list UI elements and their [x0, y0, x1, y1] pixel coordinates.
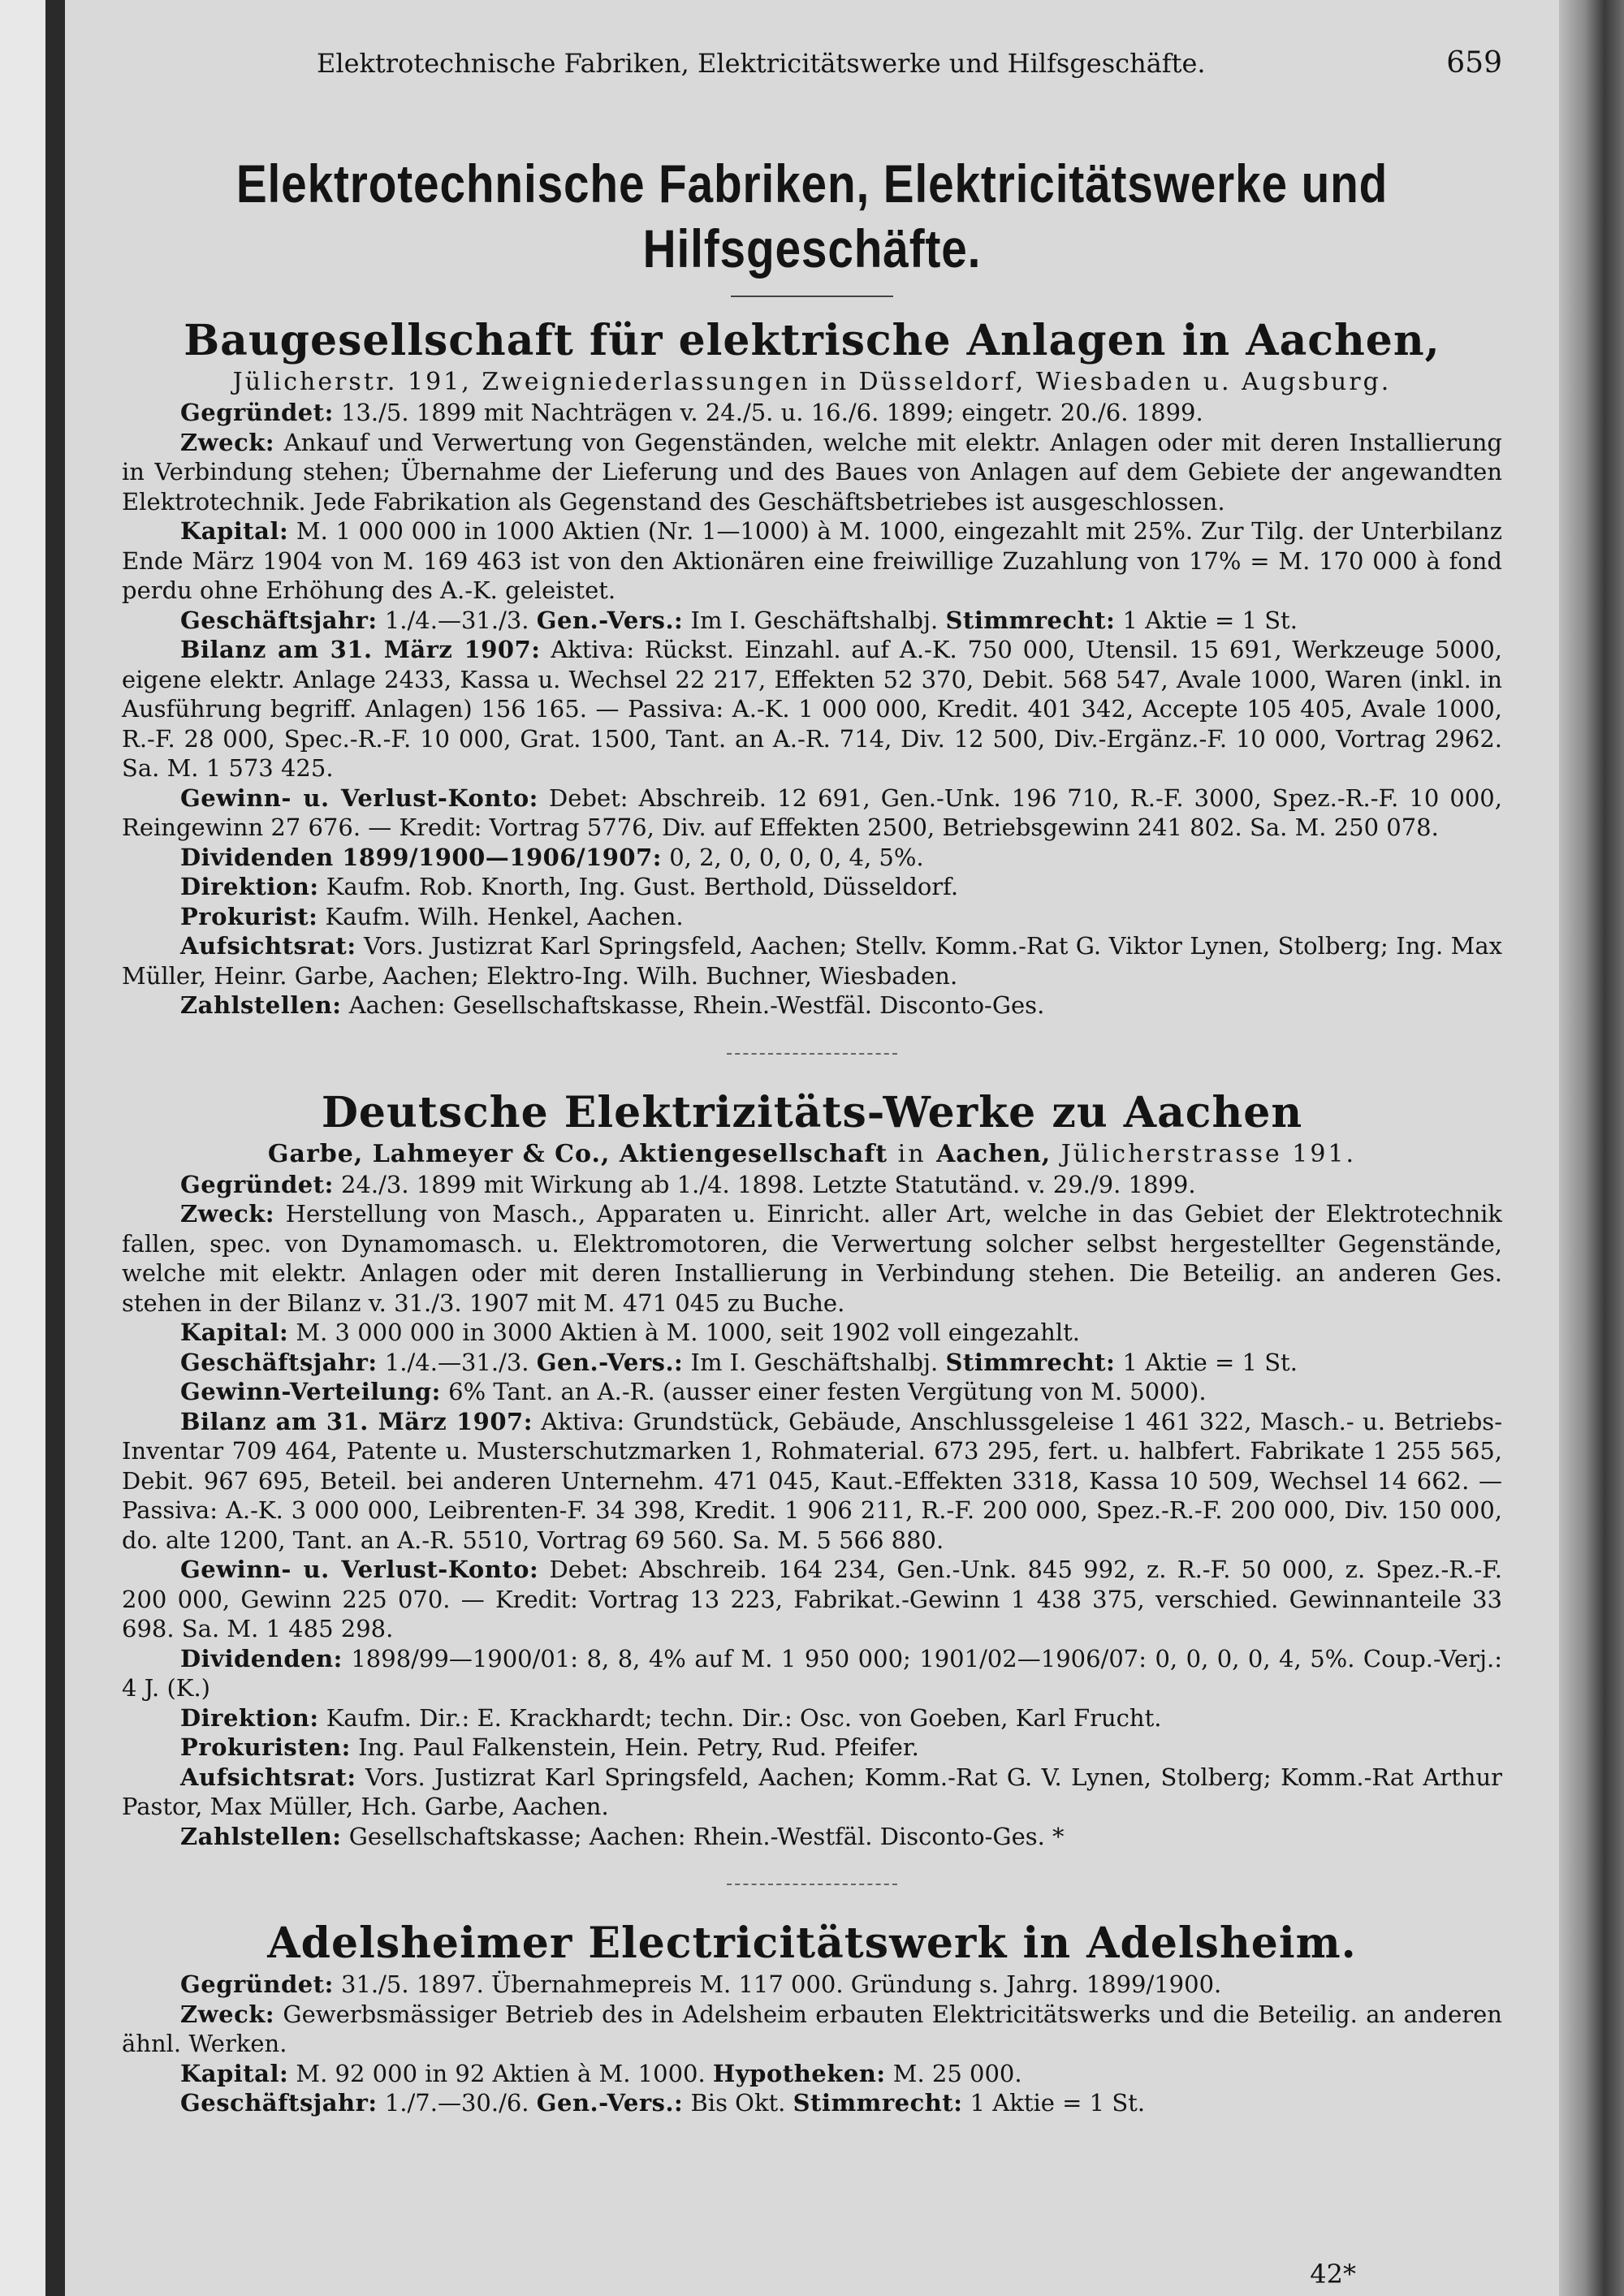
divider [731, 296, 893, 297]
entry-field: Gegründet: 13./5. 1899 mit Nachträgen v. 24./5. u. 16./6. 1899; eingetr. 20./6. 1899. [180, 399, 1203, 426]
entry-field: Gegründet: 31./5. 1897. Übernahmepreis M. 117 000. Gründung s. Jahrg. 1899/1900. [180, 1970, 1222, 1998]
scan-left-margin [0, 0, 45, 2296]
signature-mark: 42* [1310, 2259, 1356, 2290]
entry-field: Zahlstellen: Aachen: Gesellschaftskasse, Rhein.-Westfäl. Disconto-Ges. [180, 991, 1045, 1019]
entry-field: Geschäftsjahr: 1./4.—31./3. Gen.-Vers.: Im I. Geschäftshalbj. Stimmrecht: 1 Aktie = 1 St. [180, 606, 1298, 634]
scan-right-edge [1559, 0, 1624, 2296]
entry-field: Prokuristen: Ing. Paul Falkenstein, Hein. Petry, Rud. Pfeifer. [180, 1733, 919, 1761]
entry-field: Gewinn- u. Verlust-Konto: Debet: Abschreib. 164 234, Gen.-Unk. 845 992, z. R.-F. 50 000, z. Spez.-R.-F. 200 000, Gewinn 225 070. — Kredit: Vortrag 13 223, Fabrikat.-Gewinn 1 438 375, verschied. Gewinnanteile 33 698. Sa. M. 1 485 298. [122, 1556, 1502, 1642]
company-entry [122, 1918, 1502, 2118]
entry-field: Gegründet: 24./3. 1899 mit Wirkung ab 1./4. 1898. Letzte Statutänd. v. 29./9. 1899. [180, 1170, 1196, 1198]
entry-field: Zweck: Herstellung von Masch., Apparaten u. Einricht. aller Art, welche in das Gebiet der Elektrotechnik fallen, spec. von Dynamomasch. u. Elektromotoren, die Verwertung solcher selbst hergestellter Gegenstände, welche mit elektr. Anlagen oder mit deren Installierung in Verbindung stehen. Die Beteilig. an anderen Ges. stehen in der Bilanz v. 31./3. 1907 mit M. 471 045 zu Buche. [122, 1200, 1502, 1317]
entry-field: Geschäftsjahr: 1./4.—31./3. Gen.-Vers.: Im I. Geschäftshalbj. Stimmrecht: 1 Aktie = 1 St. [180, 1348, 1298, 1376]
company-name: Deutsche Elektrizitäts-Werke zu Aachen [321, 1087, 1303, 1137]
entry-field: Gewinn-Verteilung: 6% Tant. an A.-R. (ausser einer festen Vergütung von M. 5000). [180, 1378, 1207, 1405]
entry-field: Bilanz am 31. März 1907: Aktiva: Rückst. Einzahl. auf A.-K. 750 000, Utensil. 15 691, Werkzeuge 5000, eigene elektr. Anlage 2433, Kassa u. Wechsel 22 217, Effekten 52 370, Debit. 568 547, Avale 1000, Waren (inkl. in Ausführung begriff. Anlagen) 156 165. — Passiva: A.-K. 1 000 000, Kredit. 401 342, Accepte 105 405, Avale 1000, R.-F. 28 000, Spec.-R.-F. 10 000, Grat. 1500, Tant. an A.-R. 714, Div. 12 500, Div.-Ergänz.-F. 10 000, Vortrag 2962. Sa. M. 1 573 425. [122, 636, 1503, 782]
running-head-title: Elektrotechnische Fabriken, Elektricitätswerke und Hilfsgeschäfte. [317, 48, 1206, 79]
entry-field: Zahlstellen: Gesellschaftskasse; Aachen: Rhein.-Westfäl. Disconto-Ges. * [180, 1822, 1065, 1850]
company-address: Garbe, Lahmeyer & Co., Aktiengesellschaft in Aachen, Jülicherstrasse 191. [267, 1139, 1357, 1168]
book-page [65, 0, 1559, 2296]
company-name: Adelsheimer Electricitätswerk in Adelsheim. [267, 1918, 1357, 1968]
company-name: Baugesellschaft für elektrische Anlagen in Aachen, [184, 316, 1440, 365]
entry-field: Kapital: M. 3 000 000 in 3000 Aktien à M. 1000, seit 1902 voll eingezahlt. [180, 1318, 1080, 1346]
entry-field: Kapital: M. 92 000 in 92 Aktien à M. 1000. Hypotheken: M. 25 000. [180, 2059, 1022, 2087]
entry-field: Dividenden: 1898/99—1900/01: 8, 8, 4% auf M. 1 950 000; 1901/02—1906/07: 0, 0, 0, 0, 4, 5%. Coup.-Verj.: 4 J. (K.) [122, 1644, 1502, 1702]
section-title: Elektrotechnische Fabriken, Elektricitätswerke und Hilfsgeschäfte. [235, 153, 1389, 278]
page-content [122, 39, 1502, 2118]
company-entry [122, 1087, 1502, 1852]
running-head [122, 39, 1502, 88]
entry-field: Gewinn- u. Verlust-Konto: Debet: Abschreib. 12 691, Gen.-Unk. 196 710, R.-F. 3000, Spez.-R.-F. 10 000, Reingewinn 27 676. — Kredit: Vortrag 5776, Div. auf Effekten 2500, Betriebsgewinn 241 802. Sa. M. 250 078. [122, 783, 1502, 841]
entry-field: Dividenden 1899/1900—1906/1907: 0, 2, 0, 0, 0, 0, 4, 5%. [180, 843, 924, 871]
entry-field: Aufsichtsrat: Vors. Justizrat Karl Springsfeld, Aachen; Komm.-Rat G. V. Lynen, Stolberg; Komm.-Rat Arthur Pastor, Max Müller, Hch. Garbe, Aachen. [122, 1763, 1502, 1820]
scan-binding-shadow [45, 0, 65, 2296]
page-number: 659 [1446, 46, 1502, 80]
entry-field: Direktion: Kaufm. Rob. Knorth, Ing. Gust. Berthold, Düsseldorf. [180, 873, 959, 900]
entry-field: Aufsichtsrat: Vors. Justizrat Karl Springsfeld, Aachen; Stellv. Komm.-Rat G. Viktor Lynen, Stolberg; Ing. Max Müller, Heinr. Garbe, Aachen; Elektro-Ing. Wilh. Buchner, Wiesbaden. [122, 932, 1502, 990]
entry-field: Prokurist: Kaufm. Wilh. Henkel, Aachen. [180, 902, 684, 930]
company-entry [122, 315, 1502, 1021]
entry-field: Zweck: Gewerbsmässiger Betrieb des in Adelsheim erbauten Elektricitätswerks und die Beteilig. an anderen ähnl. Werken. [122, 2000, 1502, 2057]
entry-field: Zweck: Ankauf und Verwertung von Gegenständen, welche mit elektr. Anlagen oder mit deren Installierung in Verbindung stehen; Übernahme der Lieferung und des Baues von Anlagen auf dem Gebiete der angewandten Elektrotechnik. Jede Fabrikation als Gegenstand des Geschäftsbetriebes ist ausgeschlossen. [122, 428, 1502, 516]
entry-field: Bilanz am 31. März 1907: Aktiva: Grundstück, Gebäude, Anschlussgeleise 1 461 322, Masch.- u. Betriebs-Inventar 709 464, Patente u. Musterschutzmarken 1, Rohmaterial. 673 295, fert. u. halbfert. Fabrikate 1 255 565, Debit. 967 695, Beteil. bei anderen Unternehm. 471 045, Kaut.-Effekten 3318, Kassa 10 509, Wechsel 14 662. — Passiva: A.-K. 3 000 000, Leibrenten-F. 34 398, Kredit. 1 906 211, R.-F. 200 000, Spez.-R.-F. 200 000, Div. 150 000, do. alte 1200, Tant. an A.-R. 5510, Vortrag 69 560. Sa. M. 5 566 880. [122, 1407, 1502, 1554]
entry-field: Kapital: M. 1 000 000 in 1000 Aktien (Nr. 1—1000) à M. 1000, eingezahlt mit 25%. Zur Tilg. der Unterbilanz Ende März 1904 von M. 169 463 ist von den Aktionären eine freiwillige Zuzahlung von 17% = M. 170 000 à fond perdu ohne Erhöhung des A.-K. geleistet. [122, 517, 1502, 604]
entry-field: Geschäftsjahr: 1./7.—30./6. Gen.-Vers.: Bis Okt. Stimmrecht: 1 Aktie = 1 St. [180, 2089, 1146, 2117]
company-address: Jülicherstr. 191, Zweigniederlassungen in Düsseldorf, Wiesbaden u. Augsburg. [232, 368, 1392, 396]
entry-field: Direktion: Kaufm. Dir.: E. Krackhardt; techn. Dir.: Osc. von Goeben, Karl Frucht. [180, 1703, 1162, 1732]
divider [727, 1053, 897, 1055]
divider [727, 1884, 897, 1885]
